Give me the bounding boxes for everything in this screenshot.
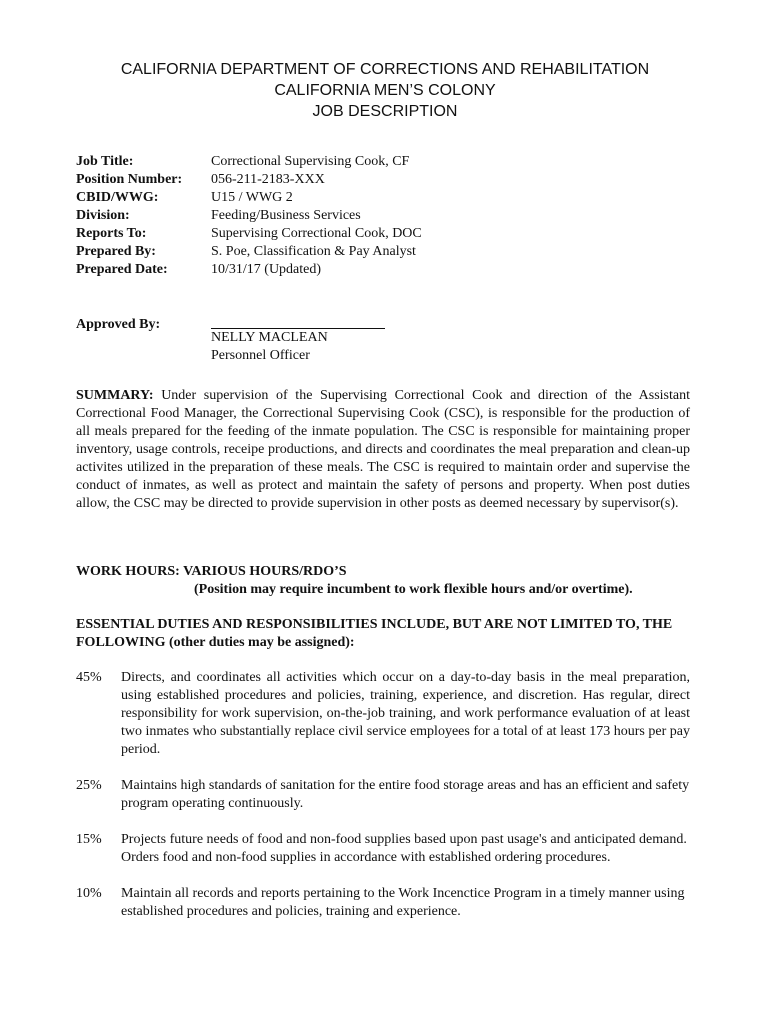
field-cbid-wwg [76,189,422,207]
field-label: Reports To: [76,226,147,241]
approver-name: NELLY MACLEAN [211,330,328,345]
duties-list [76,669,690,921]
field-value: S. Poe, Classification & Pay Analyst [211,244,416,259]
field-position-number [76,171,422,189]
field-prepared-by [76,243,422,261]
position-fields [76,153,422,279]
field-value: Feeding/Business Services [211,208,361,223]
field-value: U15 / WWG 2 [211,190,293,205]
field-label: Division: [76,208,130,223]
summary-text: Under supervision of the Supervising Correctional Cook and direction of the Assistant Correctional Food Manager, the Correctional Supervising Cook (CSC), is responsible for the production of all meals prepared for the feeding of the inmate population. The CSC is responsible for maintaining proper inventory, usage controls, receipe productions, and directs and coordinates the meal preparation and clean-up activites utilized in the preparation of these meals. The CSC is required to maintain order and supervise the conduct of inmates, as well as protect and maintain the safety of persons and property. When post duties allow, the CSC may be directed to provide supervision in other posts as deemed necessary by supervisor(s). [76,388,690,511]
work-hours-line: WORK HOURS: VARIOUS HOURS/RDO’S [76,564,347,579]
duty-item [76,885,690,921]
work-hours-section [76,563,633,599]
approval-block [76,316,385,365]
summary-paragraph [76,387,690,513]
field-label: Position Number: [76,172,183,187]
field-job-title [76,153,422,171]
duty-percent: 25% [76,778,102,793]
field-label: CBID/WWG: [76,190,159,205]
field-value: Supervising Correctional Cook, DOC [211,226,422,241]
signature-block [211,316,385,365]
field-value: 10/31/17 (Updated) [211,262,322,277]
approver-title: Personnel Officer [211,348,310,363]
duty-percent: 45% [76,670,102,685]
field-division [76,207,422,225]
duty-item [76,777,690,813]
signature-line [211,316,385,329]
duty-item [76,831,690,867]
field-label: Prepared By: [76,244,156,259]
field-reports-to [76,225,422,243]
duty-text: Directs, and coordinates all activities which occur on a day-to-day basis in the meal preparation, using established procedures and policies, training, experience, and discretion. Has regular, direct responsibility for work supervision, on-the-job training, and work performance evaluation of at least two inmates who substantially replace civil service employees for a total of at least 173 hours per pay period. [121,670,690,757]
duty-text: Maintains high standards of sanitation for the entire food storage areas and has an efficient and safety program operating continuously. [121,778,690,811]
header-facility: CALIFORNIA MEN’S COLONY [274,82,496,99]
approved-by-label: Approved By: [76,317,161,332]
field-value: Correctional Supervising Cook, CF [211,154,410,169]
field-value: 056-211-2183-XXX [211,172,325,187]
field-label: Job Title: [76,154,134,169]
work-hours-note: (Position may require incumbent to work flexible hours and/or overtime). [194,582,633,597]
duty-text: Maintain all records and reports pertaining to the Work Incenctice Program in a timely manner using established procedures and policies, training and experience. [121,886,685,919]
field-prepared-date [76,261,422,279]
duty-percent: 15% [76,832,102,847]
duty-percent: 10% [76,886,102,901]
field-label: Prepared Date: [76,262,168,277]
essential-duties-heading: ESSENTIAL DUTIES AND RESPONSIBILITIES INCLUDE, BUT ARE NOT LIMITED TO, THE FOLLOWING (other duties may be assigned): [76,617,673,650]
document-header [0,59,770,122]
duty-text: Projects future needs of food and non-food supplies based upon past usage's and anticipated demand. Orders food and non-food supplies in accordance with established ordering procedures. [121,832,687,865]
header-doc-type: JOB DESCRIPTION [312,103,458,120]
summary-heading: SUMMARY: [76,388,154,403]
header-department: CALIFORNIA DEPARTMENT OF CORRECTIONS AND REHABILITATION [120,61,650,78]
duty-item [76,669,690,759]
